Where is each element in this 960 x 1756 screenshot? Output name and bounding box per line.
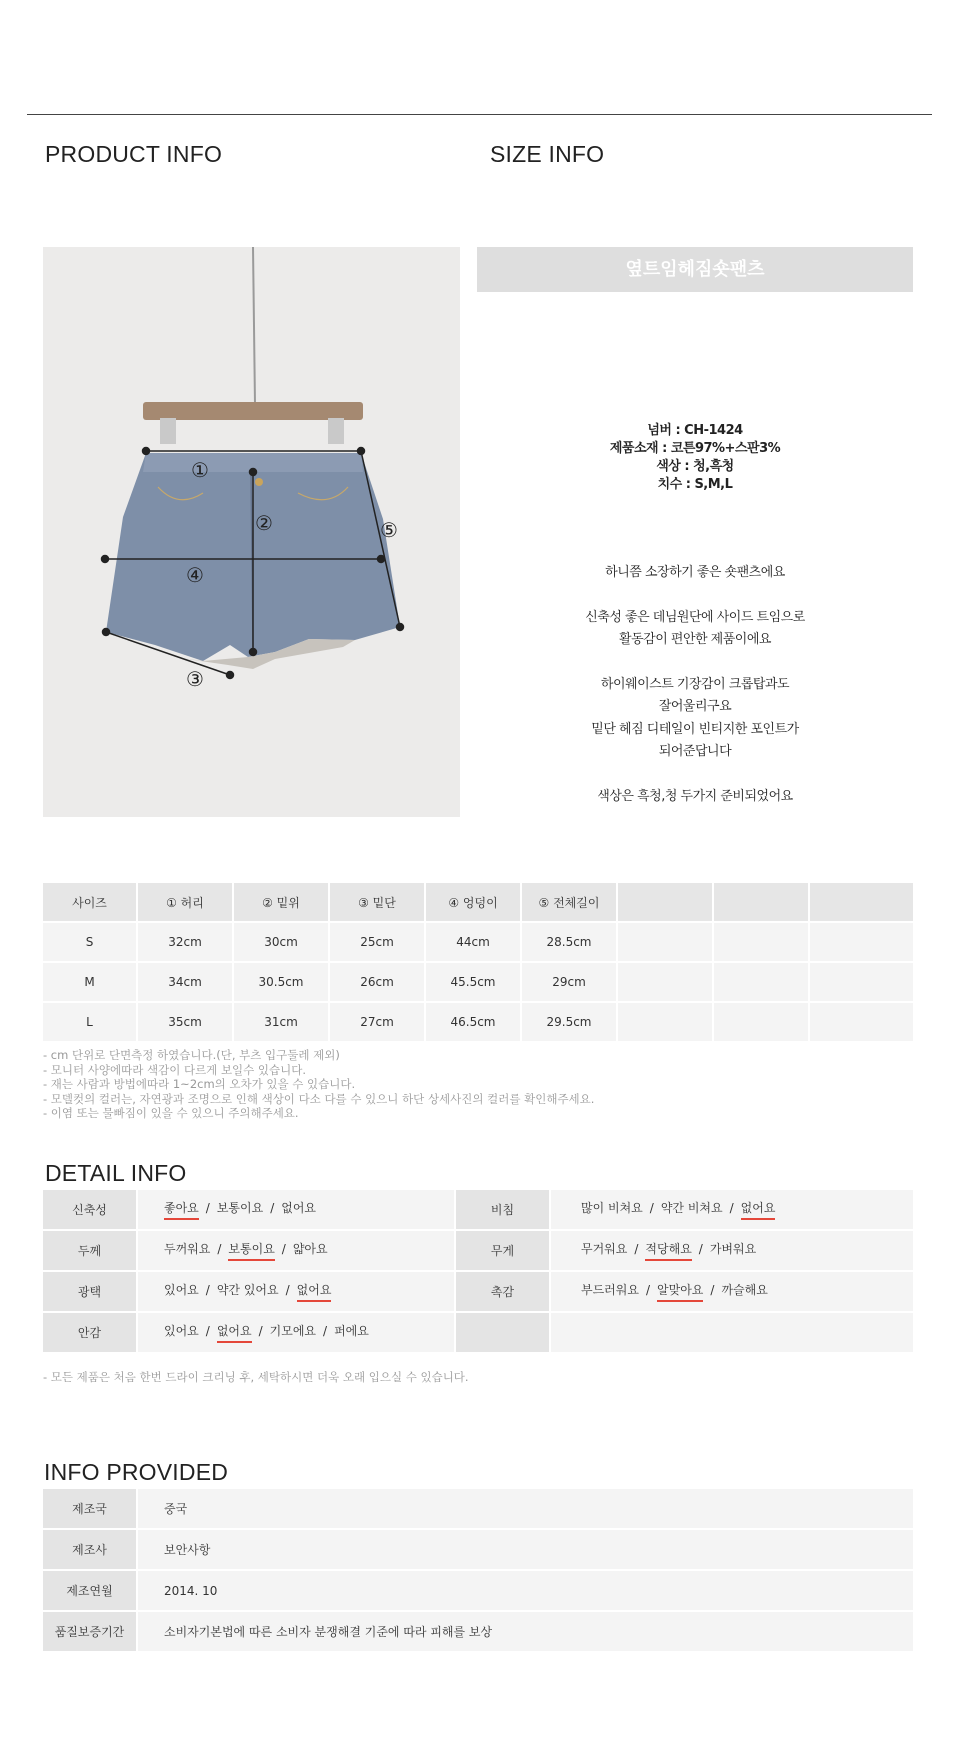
product-name-bar: 옆트임헤짐숏팬츠 <box>477 247 913 292</box>
info-label: 제조연월 <box>43 1571 138 1612</box>
option-separator: / <box>698 1242 703 1256</box>
detail-options <box>551 1272 913 1313</box>
size-note: - 모니터 사양에따라 색감이 다르게 보일수 있습니다. <box>43 1062 307 1077</box>
selected-option: 알맞아요 <box>657 1281 703 1302</box>
option-separator: / <box>649 1201 654 1215</box>
size-cell: 35cm <box>138 1003 234 1043</box>
size-table-header <box>43 883 913 923</box>
size-cell: 44cm <box>426 923 522 963</box>
option: 보통이요 <box>216 1201 264 1215</box>
selected-option: 적당해요 <box>645 1240 691 1261</box>
size-note: - 재는 사람과 방법에따라 1~2cm의 오차가 있을 수 있습니다. <box>43 1077 356 1091</box>
detail-note: - 모든 제품은 처음 한번 드라이 크리닝 후, 세탁하시면 더욱 오래 입으실 수 있습니다. <box>43 1370 469 1384</box>
selected-option: 없어요 <box>217 1322 252 1343</box>
size-cell <box>618 1003 714 1043</box>
option-separator: / <box>710 1283 715 1297</box>
marker-5: ⑤ <box>380 518 398 542</box>
top-divider <box>27 114 932 115</box>
info-value: 소비자기본법에 따른 소비자 분쟁해결 기준에 따라 피해를 보상 <box>138 1612 913 1653</box>
spec-line: 제품소재 : 코튼97%+스판3% <box>609 441 781 456</box>
detail-info-heading: DETAIL INFO <box>45 1160 187 1186</box>
info-label: 제조사 <box>43 1530 138 1571</box>
size-note: - 모델컷의 컬러는, 자연광과 조명으로 인해 색상이 다소 다를 수 있으니 하단 상세사진의 컬러를 확인해주세요. <box>43 1091 595 1106</box>
option: 많이 비쳐요 <box>581 1201 643 1215</box>
detail-options <box>551 1231 913 1272</box>
size-cell: 34cm <box>138 963 234 1003</box>
size-cell: M <box>43 963 138 1003</box>
option-separator: / <box>205 1201 210 1215</box>
info-provided-heading: INFO PROVIDED <box>44 1459 229 1485</box>
size-header-cell: ② 밑위 <box>234 883 330 923</box>
option-separator: / <box>729 1201 734 1215</box>
detail-label: 무게 <box>456 1231 551 1272</box>
description-line: 활동감이 편안한 제품이에요 <box>619 632 771 647</box>
size-cell: S <box>43 923 138 963</box>
size-cell: 29cm <box>522 963 618 1003</box>
detail-options <box>551 1313 913 1354</box>
description-line: 되어준답니다 <box>658 744 732 759</box>
detail-options <box>138 1313 456 1354</box>
size-cell: 45.5cm <box>426 963 522 1003</box>
selected-option: 없어요 <box>297 1281 332 1302</box>
size-note: - cm 단위로 단면측정 하였습니다.(단, 부츠 입구둘레 제외) <box>43 1048 340 1062</box>
description-line: 잘어울리구요 <box>658 699 732 714</box>
option: 두꺼워요 <box>164 1242 211 1256</box>
info-label: 품질보증기간 <box>43 1612 138 1653</box>
marker-3: ③ <box>186 667 204 691</box>
detail-options <box>138 1190 456 1231</box>
detail-label: 안감 <box>43 1313 138 1354</box>
detail-label: 광택 <box>43 1272 138 1313</box>
product-info-heading: PRODUCT INFO <box>45 141 223 167</box>
detail-table <box>43 1190 913 1354</box>
spec-line: 색상 : 청,흑청 <box>656 459 734 474</box>
size-cell <box>714 1003 810 1043</box>
info-table <box>43 1489 913 1653</box>
description-line: 색상은 흑청,청 두가지 준비되었어요 <box>597 788 793 804</box>
marker-1: ① <box>191 458 209 482</box>
info-value: 중국 <box>138 1489 913 1530</box>
description-line: 신축성 좋은 데님원단에 사이드 트임으로 <box>585 609 805 625</box>
size-notes <box>43 1048 594 1121</box>
size-header-cell <box>714 883 810 923</box>
detail-label: 신축성 <box>43 1190 138 1231</box>
size-cell <box>810 923 913 963</box>
info-value: 2014. 10 <box>138 1571 913 1612</box>
selected-option: 좋아요 <box>164 1199 199 1220</box>
size-cell: 26cm <box>330 963 426 1003</box>
option-separator: / <box>634 1242 639 1256</box>
info-row <box>43 1612 913 1653</box>
option-separator: / <box>645 1283 651 1297</box>
option: 있어요 <box>164 1283 199 1297</box>
spec-line: 치수 : S,M,L <box>657 477 733 492</box>
size-cell: 25cm <box>330 923 426 963</box>
size-cell: 46.5cm <box>426 1003 522 1043</box>
size-cell: 30.5cm <box>234 963 330 1003</box>
size-cell: 29.5cm <box>522 1003 618 1043</box>
option: 없어요 <box>281 1201 317 1215</box>
size-cell <box>810 1003 913 1043</box>
size-header-cell <box>810 883 913 923</box>
detail-label: 촉감 <box>456 1272 551 1313</box>
size-cell: 30cm <box>234 923 330 963</box>
selected-option: 없어요 <box>741 1199 776 1220</box>
product-photo <box>43 247 460 817</box>
size-row-l <box>43 1003 913 1043</box>
description-line: 하이웨이스트 기장감이 크롭탑과도 <box>600 676 790 692</box>
option-separator: / <box>258 1324 263 1338</box>
selected-option: 보통이요 <box>228 1240 274 1261</box>
size-cell: 32cm <box>138 923 234 963</box>
size-header-cell <box>618 883 714 923</box>
size-note: - 이염 또는 물빠짐이 있을 수 있으니 주의해주세요. <box>43 1106 299 1120</box>
marker-2: ② <box>255 511 273 535</box>
size-cell: L <box>43 1003 138 1043</box>
option-separator: / <box>205 1283 210 1297</box>
option: 기모에요 <box>269 1324 317 1338</box>
detail-row <box>43 1190 913 1231</box>
size-header-cell: ④ 엉덩이 <box>426 883 522 923</box>
info-value: 보안사항 <box>138 1530 913 1571</box>
marker-4: ④ <box>186 563 204 587</box>
option: 까슬해요 <box>721 1283 768 1297</box>
description-line: 밑단 헤짐 디테일이 빈티지한 포인트가 <box>591 721 799 737</box>
option: 있어요 <box>164 1324 199 1338</box>
option: 가벼워요 <box>709 1242 757 1256</box>
option: 얇아요 <box>292 1242 328 1256</box>
size-cell: 31cm <box>234 1003 330 1043</box>
size-cell: 27cm <box>330 1003 426 1043</box>
option: 부드러워요 <box>581 1283 639 1297</box>
product-description <box>477 562 913 808</box>
product-specs <box>477 422 913 494</box>
detail-label: 비침 <box>456 1190 551 1231</box>
info-row <box>43 1571 913 1612</box>
info-label: 제조국 <box>43 1489 138 1530</box>
option-separator: / <box>323 1324 328 1338</box>
size-header-cell: ⑤ 전체길이 <box>522 883 618 923</box>
detail-label: 두께 <box>43 1231 138 1272</box>
option-separator: / <box>285 1283 290 1297</box>
size-table <box>43 883 913 1043</box>
description-line: 하니쯤 소장하기 좋은 숏팬츠에요 <box>605 565 785 580</box>
detail-label <box>456 1313 551 1354</box>
size-cell <box>618 923 714 963</box>
size-header-cell: ③ 밑단 <box>330 883 426 923</box>
detail-row <box>43 1231 913 1272</box>
detail-options <box>551 1190 913 1231</box>
spec-line: 넘버 : CH-1424 <box>647 423 743 438</box>
option-separator: / <box>205 1324 210 1338</box>
size-info-heading: SIZE INFO <box>490 141 605 167</box>
option: 약간 비쳐요 <box>660 1201 723 1215</box>
size-cell <box>618 963 714 1003</box>
info-row <box>43 1530 913 1571</box>
detail-options <box>138 1231 456 1272</box>
size-row-m <box>43 963 913 1003</box>
size-cell <box>714 963 810 1003</box>
size-row-s <box>43 923 913 963</box>
detail-options <box>138 1272 456 1313</box>
info-row <box>43 1489 913 1530</box>
option: 무거워요 <box>581 1242 628 1256</box>
detail-row <box>43 1313 913 1354</box>
option: 퍼에요 <box>334 1324 369 1338</box>
detail-row <box>43 1272 913 1313</box>
size-header-cell: ① 허리 <box>138 883 234 923</box>
size-cell <box>714 923 810 963</box>
size-cell: 28.5cm <box>522 923 618 963</box>
option: 약간 있어요 <box>216 1283 279 1297</box>
option-separator: / <box>270 1201 275 1215</box>
option-separator: / <box>281 1242 286 1256</box>
size-cell <box>810 963 913 1003</box>
size-header-cell: 사이즈 <box>43 883 138 923</box>
option-separator: / <box>217 1242 222 1256</box>
